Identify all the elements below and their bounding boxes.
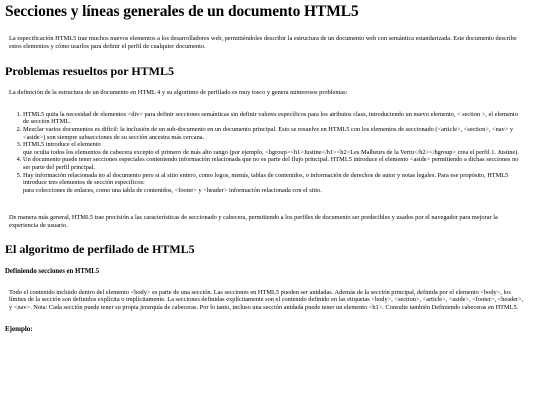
defining-sections-paragraph: Todo el contenido incluido dentro del elemento <body> es parte de una sección. Las secciones en HTML5 pueden ser anidadas. Además de la sección principal, definida por el elemento <body>, los límites de la sección son definidos explícita o implícitamente. La secciones definidas explícitamente son el contenido definido en las etiquetas <body>, <section>, <article>, <aside>, <footer>, <header>, y <nav>. Nota: Cada sección puede tener su propia jerarquía de cabeceras. Por lo tanto, incluso una sección anidada puede tener un elemento <h1>. Consulte también Definiendo cabeceras en HTML5.: [9, 288, 524, 311]
list-item-subtext: que oculta todos los elementos de cabecera excepto el primero de más alto rango (por ejemplo, <hgroup><h1>Justine</h1><h2>Les Malheurs de la Vertu</h2></hgroup> crea el perfil 1. Justine).: [23, 148, 519, 156]
problems-closing-paragraph: De manera más general, HTML5 trae precisión a las características de seccionado y cabecera, permitiendo a los perfiles de documento ser predecibles y usados por el navegador para mejorar la experiencia de usuario.: [9, 214, 498, 229]
list-item: [23, 172, 524, 195]
list-item: [23, 156, 524, 171]
example-label: Ejemplo:: [5, 325, 33, 334]
list-item-text: HTML5 quita la necesidad de elementos <div> para definir secciones semánticas sin definir valores específicos para los atributos class, introduciendo un nuevo elemento, < section >, el elemento de sección HTML.: [23, 110, 518, 126]
list-item-text: Mezclar varios documentos es difícil: la inclusión de un sub-documento en un documento principal. Esto se resuelve en HTML5 con los elementos de seccionado (<article>, <section>, <nav> y <aside>) son siempre subsecciones de su sección ancestra más cercana.: [23, 125, 514, 141]
problems-lead-paragraph: La definición de la estructura de un documento en HTML 4 y su algoritmo de perfilado es muy tosco y genera numerosos problemas:: [9, 89, 348, 97]
list-item-text: Un documento puede tener secciones especiales conteniendo información relacionada que no es parte del flujo principal. HTML5 introduce el elemento <aside> permitiendo a dichas secciones no ser parte del perfil principal.: [23, 156, 519, 171]
section-heading-problems: Problemas resueltos por HTML5: [5, 64, 174, 79]
list-item: [23, 111, 524, 126]
list-item: [23, 141, 524, 156]
intro-paragraph: La especificación HTML5 trae muchos nuevos elementos a los desarrolladores web, permitiéndoles describir la estructura de un documento web con semántica estandarizada. Este documento describe estos elementos y cómo usarlos para definir el perfil de cualquier documento.: [9, 35, 517, 50]
list-item-text: HTML5 introduce el elemento: [23, 141, 101, 149]
subsection-heading-defining-sections: Definiendo secciones en HTML5: [5, 267, 100, 275]
list-item: [23, 126, 524, 141]
problems-list: [5, 111, 534, 195]
list-item-text: Hay información relacionada no al documento pero si al sitio entero, como logos, menús, tablas de contenidos, o información de derechos de autor y notas legales. Para ese propósito, HTML5 introduce tres elementos de sección específicos:: [23, 171, 509, 187]
list-item-subtext: para colecciones de enlaces, como una tabla de contenidos, <footer> y <header> información relacionada con el sitio.: [23, 186, 322, 194]
page-title: Secciones y líneas generales de un documento HTML5: [5, 3, 359, 20]
section-heading-algorithm: El algoritmo de perfilado de HTML5: [5, 241, 195, 256]
